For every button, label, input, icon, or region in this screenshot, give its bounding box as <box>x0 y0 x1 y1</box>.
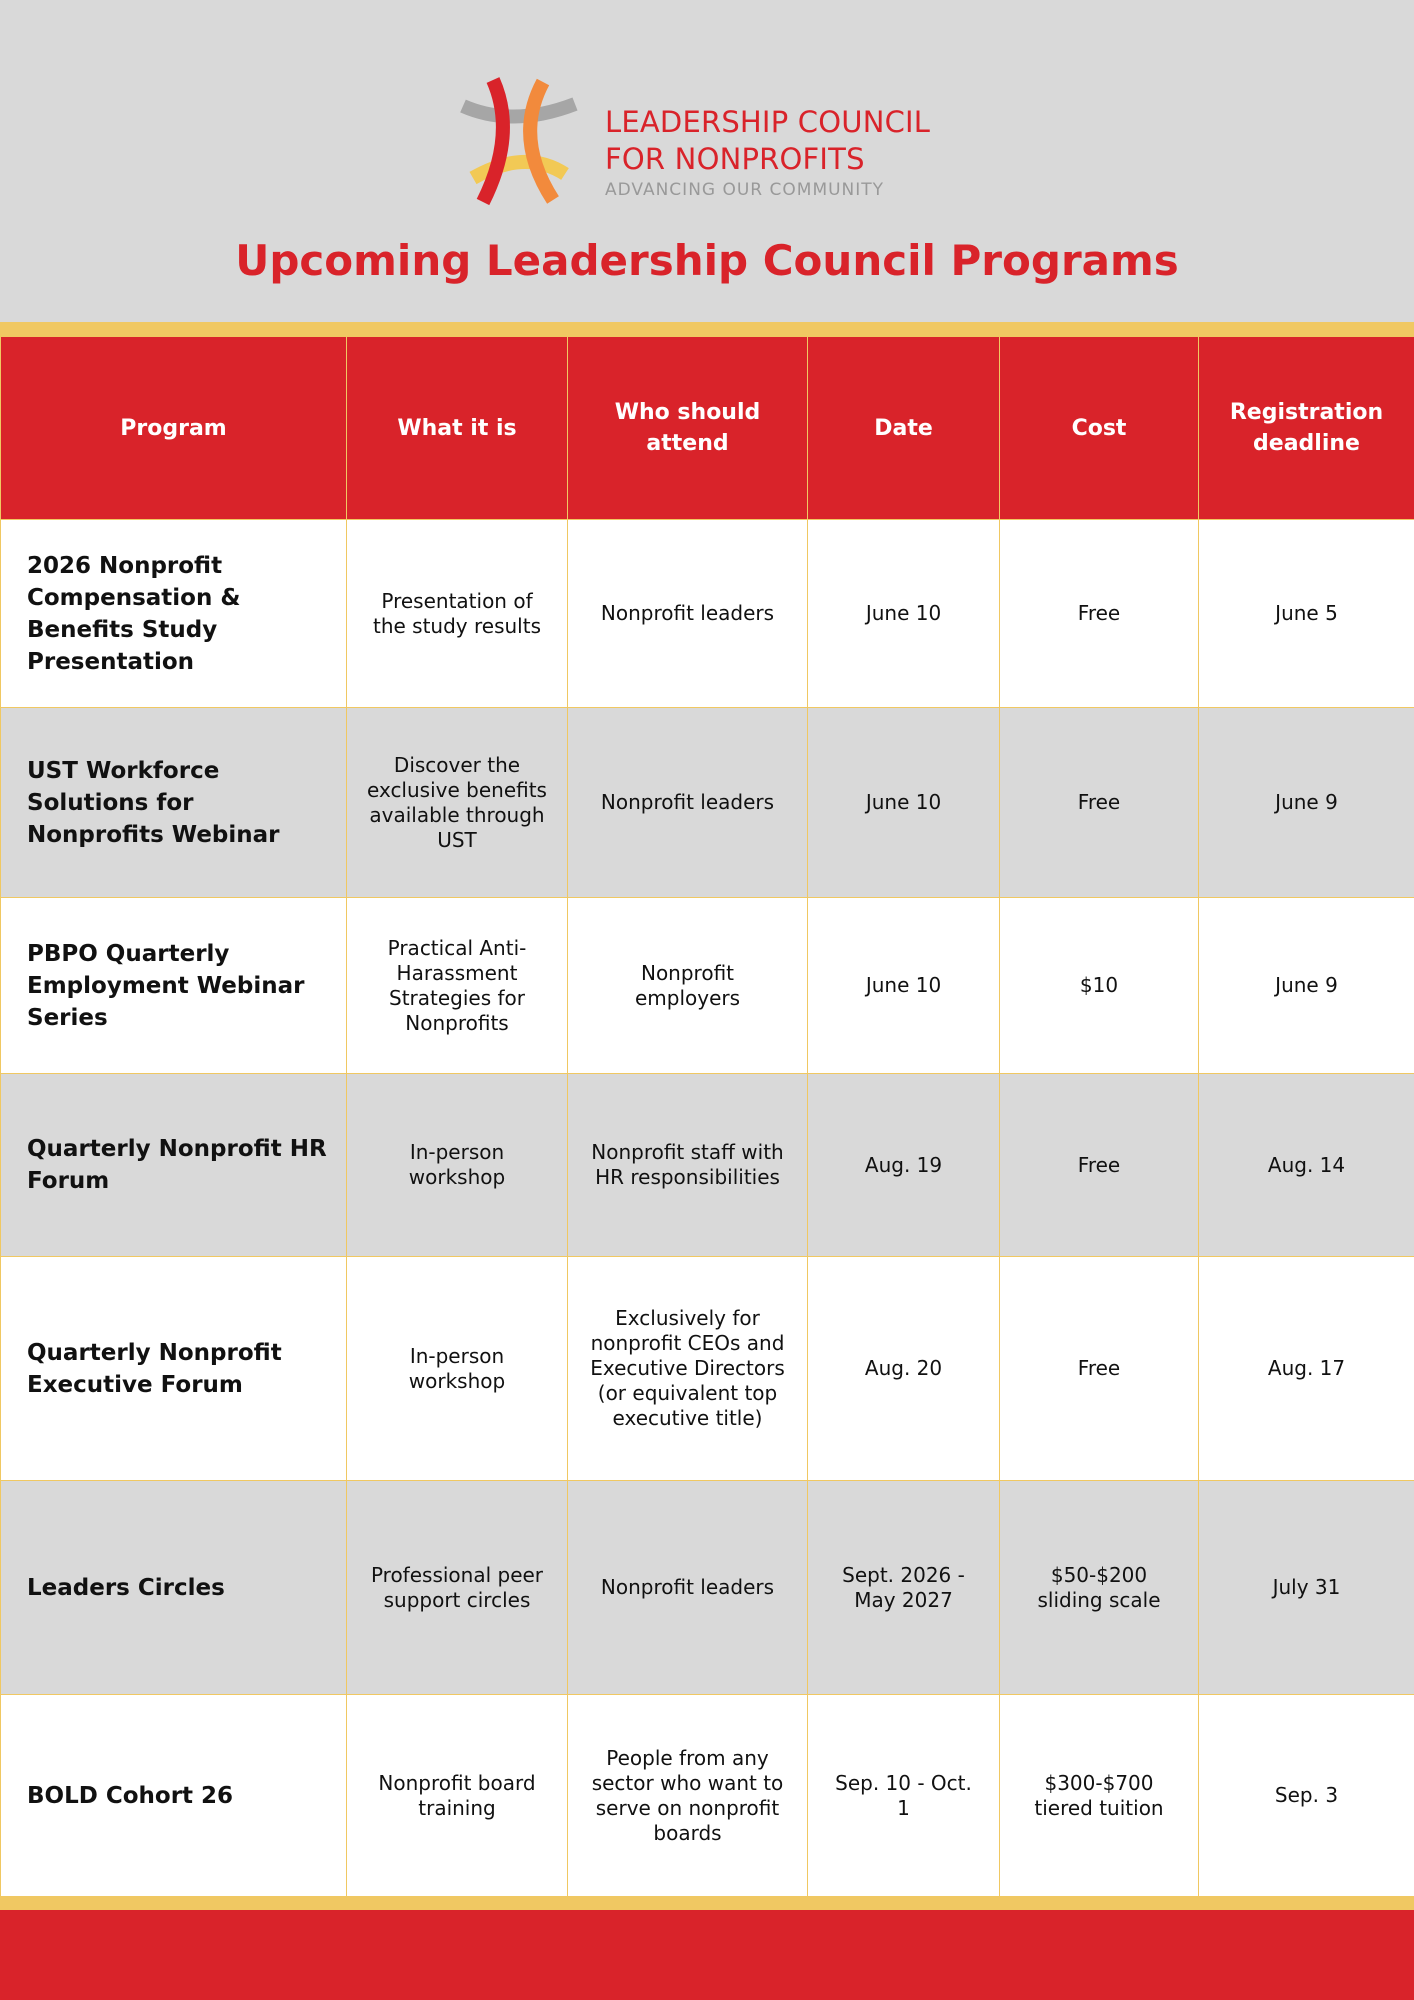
program-date: Sep. 10 - Oct. 1 <box>808 1695 1000 1897</box>
table-row <box>1 1481 1414 1695</box>
program-name: Quarterly Nonprofit Executive Forum <box>1 1257 347 1481</box>
program-cost: $50-$200 sliding scale <box>1000 1481 1199 1695</box>
header-cost: Cost <box>1000 337 1199 520</box>
programs-table <box>0 336 1414 1897</box>
program-name: PBPO Quarterly Employment Webinar Series <box>1 898 347 1074</box>
organization-logo <box>455 74 975 208</box>
program-date: June 10 <box>808 520 1000 708</box>
brand-tagline: ADVANCING OUR COMMUNITY <box>605 180 885 200</box>
program-deadline: Sep. 3 <box>1199 1695 1414 1897</box>
program-deadline: Aug. 14 <box>1199 1074 1414 1257</box>
program-name: Leaders Circles <box>1 1481 347 1695</box>
table-row <box>1 708 1414 898</box>
program-cost: Free <box>1000 708 1199 898</box>
program-date: Aug. 20 <box>808 1257 1000 1481</box>
program-date: Sept. 2026 - May 2027 <box>808 1481 1000 1695</box>
program-description: In-person workshop <box>347 1074 568 1257</box>
header-date: Date <box>808 337 1000 520</box>
program-name: UST Workforce Solutions for Nonprofits Webinar <box>1 708 347 898</box>
interlocking-arcs-logo-icon <box>455 76 585 206</box>
program-description: Professional peer support circles <box>347 1481 568 1695</box>
program-deadline: June 5 <box>1199 520 1414 708</box>
page-header <box>0 0 1414 322</box>
program-audience: Nonprofit leaders <box>568 708 808 898</box>
program-cost: Free <box>1000 520 1199 708</box>
program-deadline: Aug. 17 <box>1199 1257 1414 1481</box>
table-row <box>1 1257 1414 1481</box>
program-cost: $300-$700 tiered tuition <box>1000 1695 1199 1897</box>
header-who-should-attend: Who should attend <box>568 337 808 520</box>
program-deadline: June 9 <box>1199 898 1414 1074</box>
page-title: Upcoming Leadership Council Programs <box>235 236 1179 285</box>
table-row <box>1 1074 1414 1257</box>
table-header-row <box>1 337 1414 520</box>
header-registration-deadline: Registration deadline <box>1199 337 1414 520</box>
brand-name-line1: LEADERSHIP COUNCIL <box>605 105 931 139</box>
program-name: 2026 Nonprofit Compensation & Benefits Study Presentation <box>1 520 347 708</box>
program-date: June 10 <box>808 898 1000 1074</box>
header-what-it-is: What it is <box>347 337 568 520</box>
program-description: Discover the exclusive benefits available through UST <box>347 708 568 898</box>
program-date: Aug. 19 <box>808 1074 1000 1257</box>
top-divider-band <box>0 322 1414 336</box>
program-audience: People from any sector who want to serve on nonprofit boards <box>568 1695 808 1897</box>
program-deadline: June 9 <box>1199 708 1414 898</box>
program-name: Quarterly Nonprofit HR Forum <box>1 1074 347 1257</box>
program-audience: Nonprofit employers <box>568 898 808 1074</box>
program-audience: Exclusively for nonprofit CEOs and Executive Directors (or equivalent top executive title) <box>568 1257 808 1481</box>
table-row <box>1 520 1414 708</box>
header-program: Program <box>1 337 347 520</box>
program-cost: Free <box>1000 1257 1199 1481</box>
brand-name-line2: FOR NONPROFITS <box>605 142 865 176</box>
program-description: Nonprofit board training <box>347 1695 568 1897</box>
bottom-divider-band <box>0 1896 1414 1910</box>
page-footer <box>0 1910 1414 2000</box>
program-deadline: July 31 <box>1199 1481 1414 1695</box>
program-description: Presentation of the study results <box>347 520 568 708</box>
program-cost: $10 <box>1000 898 1199 1074</box>
program-date: June 10 <box>808 708 1000 898</box>
program-audience: Nonprofit leaders <box>568 1481 808 1695</box>
program-name: BOLD Cohort 26 <box>1 1695 347 1897</box>
table-row <box>1 898 1414 1074</box>
program-description: In-person workshop <box>347 1257 568 1481</box>
program-cost: Free <box>1000 1074 1199 1257</box>
program-audience: Nonprofit leaders <box>568 520 808 708</box>
program-audience: Nonprofit staff with HR responsibilities <box>568 1074 808 1257</box>
table-row <box>1 1695 1414 1897</box>
program-description: Practical Anti-Harassment Strategies for Nonprofits <box>347 898 568 1074</box>
